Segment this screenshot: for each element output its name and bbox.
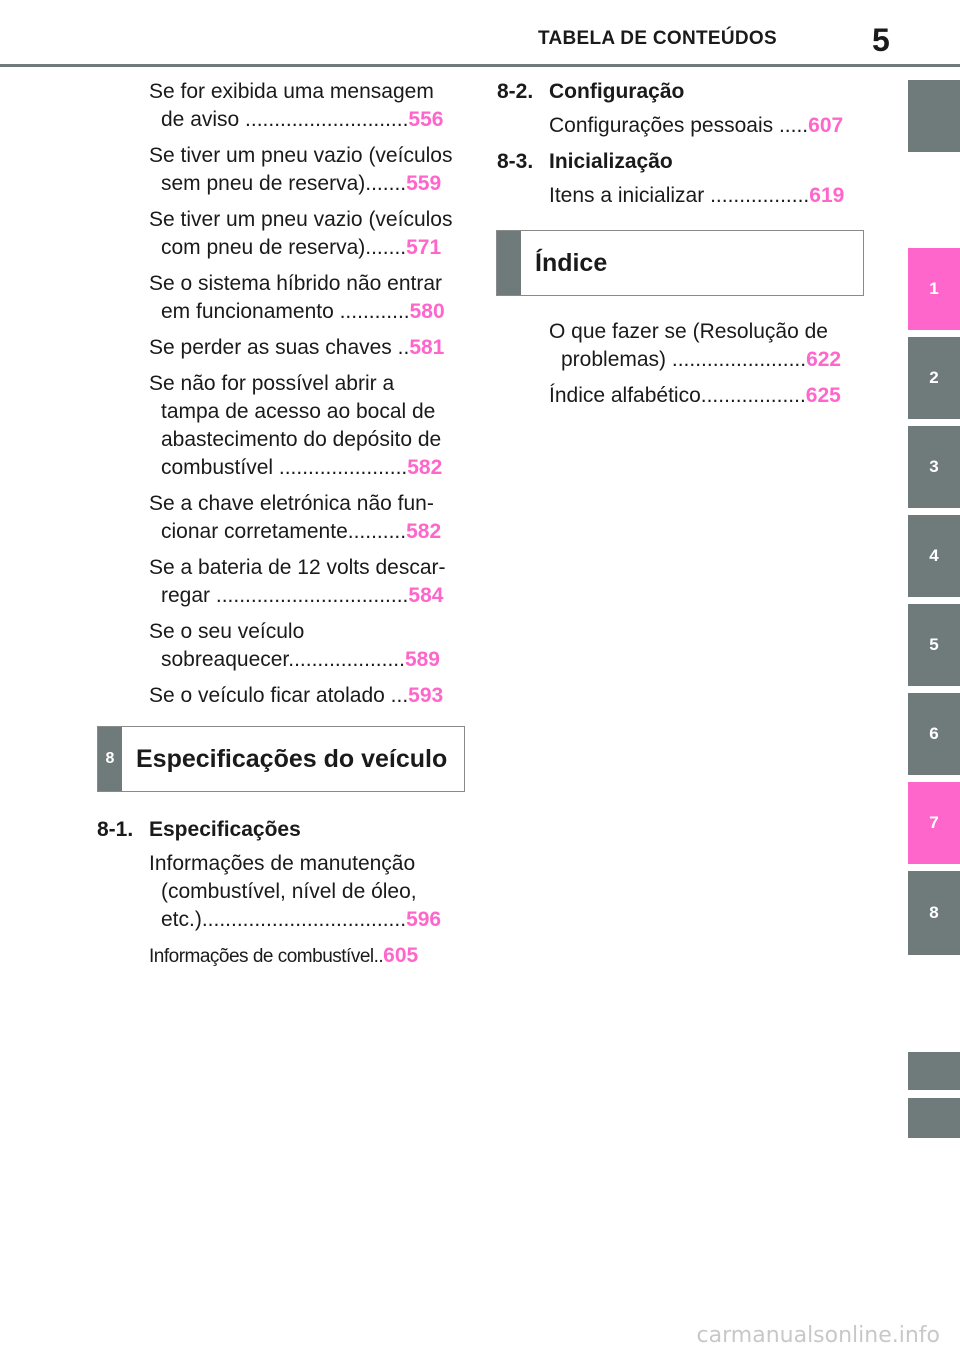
- toc-entry[interactable]: [149, 618, 469, 674]
- page-link[interactable]: 607: [808, 114, 844, 137]
- section-number: 8-2.: [497, 80, 534, 103]
- entry-text: Se não for possível abrir a: [149, 372, 395, 395]
- page-link[interactable]: 625: [805, 384, 841, 407]
- chapter-tab-label: 7: [929, 813, 939, 832]
- section-heading: [97, 816, 469, 844]
- page-link[interactable]: 622: [806, 348, 842, 371]
- entry-text: regar .................................: [161, 584, 409, 607]
- index-entries: [549, 318, 867, 418]
- entry-text: Índice alfabético..................: [549, 384, 806, 407]
- entry-text: Se a chave eletrónica não fun-: [149, 492, 434, 515]
- entry-text: tampa de acesso ao bocal de: [161, 400, 436, 423]
- entry-text: (combustível, nível de óleo,: [161, 880, 417, 903]
- page-link[interactable]: 605: [383, 944, 419, 967]
- chapter-tab-label: 2: [929, 368, 939, 387]
- entry-text: de aviso ............................: [161, 108, 409, 131]
- chapter-tab-blank-b[interactable]: [908, 1098, 960, 1138]
- chapter-tab-3[interactable]: [908, 426, 960, 508]
- entry-text: Se o veículo ficar atolado ...: [149, 684, 409, 707]
- right-column: [497, 78, 867, 218]
- entry-text: com pneu de reserva).......: [161, 236, 407, 259]
- entry-text: Se o sistema híbrido não entrar: [149, 272, 442, 295]
- page-number: 5: [872, 22, 890, 58]
- section-8-1: [97, 816, 469, 979]
- toc-entry[interactable]: [149, 554, 469, 610]
- entry-text: em funcionamento ............: [161, 300, 410, 323]
- chapter-number: 8: [98, 727, 122, 791]
- chapter-tab-label: 1: [929, 279, 939, 298]
- left-column: [149, 78, 469, 718]
- chapter-tab-blank-top[interactable]: [908, 80, 960, 152]
- section-title: Especificações: [149, 818, 301, 841]
- chapter-title: Especificações do veículo: [136, 744, 448, 773]
- page-link[interactable]: 589: [404, 648, 440, 671]
- chapter-tab-label: 3: [929, 457, 939, 476]
- entry-text: problemas) .......................: [561, 348, 807, 371]
- entry-text: Se tiver um pneu vazio (veículos: [149, 208, 453, 231]
- section-title: Inicialização: [549, 150, 673, 173]
- page-link[interactable]: 559: [406, 172, 442, 195]
- chapter-tab-1[interactable]: [908, 248, 960, 330]
- toc-entry[interactable]: [149, 142, 469, 198]
- entry-text: etc.)...................................: [161, 908, 407, 931]
- entry-text: Configurações pessoais .....: [549, 114, 809, 137]
- page-link[interactable]: 582: [407, 456, 443, 479]
- entry-text: O que fazer se (Resolução de: [549, 320, 828, 343]
- entry-text: abastecimento do depósito de: [161, 428, 442, 451]
- toc-entry[interactable]: [149, 370, 469, 482]
- page-link[interactable]: 580: [409, 300, 445, 323]
- entry-text: Se a bateria de 12 volts descar-: [149, 556, 446, 579]
- chapter-tab-label: 8: [929, 903, 939, 922]
- toc-entry[interactable]: [149, 942, 469, 971]
- entry-text: cionar corretamente..........: [161, 520, 407, 543]
- entry-text: sem pneu de reserva).......: [161, 172, 407, 195]
- chapter-tab-2[interactable]: [908, 337, 960, 419]
- index-title: Índice: [535, 248, 608, 277]
- header-divider: [0, 64, 960, 67]
- entry-text: Informações de combustível..: [149, 946, 384, 967]
- toc-entry[interactable]: [549, 382, 867, 410]
- page-link[interactable]: 596: [406, 908, 442, 931]
- chapter-tab-7[interactable]: [908, 782, 960, 864]
- header-title: TABELA DE CONTEÚDOS: [538, 28, 777, 49]
- section-number: 8-1.: [97, 818, 134, 841]
- toc-entry[interactable]: [149, 334, 469, 362]
- entry-text: Se tiver um pneu vazio (veículos: [149, 144, 453, 167]
- chapter-tab-4[interactable]: [908, 515, 960, 597]
- entry-text: Informações de manutenção: [149, 852, 416, 875]
- page-link[interactable]: 619: [809, 184, 845, 207]
- chapter-8-heading-box: [97, 726, 465, 792]
- entry-text: Se perder as suas chaves ..: [149, 336, 410, 359]
- chapter-tab-blank-a[interactable]: [908, 1052, 960, 1090]
- section-heading: [497, 148, 867, 176]
- entry-text: sobreaquecer....................: [161, 648, 405, 671]
- chapter-tab-label: 5: [929, 635, 939, 654]
- section-title: Configuração: [549, 80, 685, 103]
- section-heading: [497, 78, 867, 106]
- toc-entry[interactable]: [149, 206, 469, 262]
- toc-entry[interactable]: [149, 682, 469, 710]
- index-heading-box: [496, 230, 864, 296]
- page-link[interactable]: 593: [408, 684, 444, 707]
- index-strip: [497, 231, 521, 295]
- toc-entry[interactable]: [149, 270, 469, 326]
- toc-entry[interactable]: [497, 182, 867, 210]
- page-link[interactable]: 582: [406, 520, 442, 543]
- watermark: carmanualsonline.info: [696, 1323, 940, 1348]
- entry-text: Se o seu veículo: [149, 620, 305, 643]
- page-link[interactable]: 556: [408, 108, 444, 131]
- entry-text: combustível ......................: [161, 456, 408, 479]
- toc-entry[interactable]: [149, 850, 469, 934]
- page-link[interactable]: 584: [408, 584, 444, 607]
- section-number: 8-3.: [497, 150, 534, 173]
- toc-entry[interactable]: [497, 112, 867, 140]
- page-link[interactable]: 571: [406, 236, 442, 259]
- chapter-tab-label: 4: [929, 546, 939, 565]
- toc-entry[interactable]: [549, 318, 867, 374]
- chapter-tab-label: 6: [929, 724, 939, 743]
- toc-entry[interactable]: [149, 490, 469, 546]
- chapter-tab-8[interactable]: [908, 871, 960, 955]
- chapter-tab-5[interactable]: [908, 604, 960, 686]
- page-link[interactable]: 581: [409, 336, 445, 359]
- entry-text: Se for exibida uma mensagem: [149, 80, 434, 103]
- chapter-tab-6[interactable]: [908, 693, 960, 775]
- entry-text: Itens a inicializar .................: [549, 184, 810, 207]
- toc-entry[interactable]: [149, 78, 469, 134]
